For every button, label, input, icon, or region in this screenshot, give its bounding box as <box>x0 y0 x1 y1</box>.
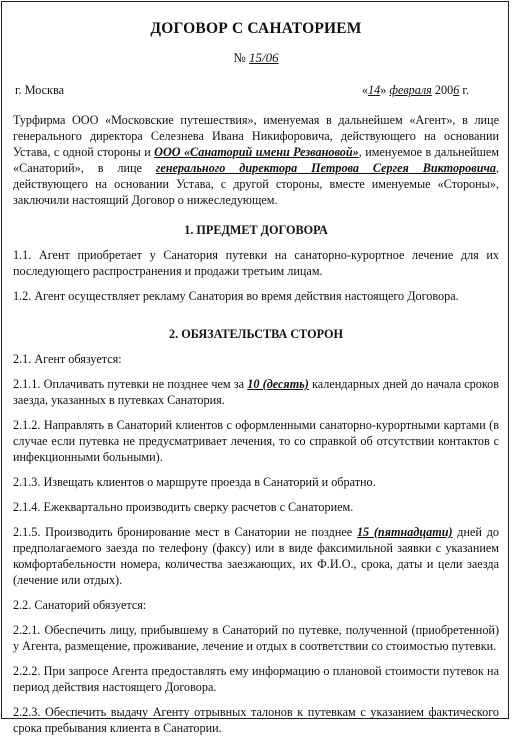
clause-2-1-2: 2.1.2. Направлять в Санаторий клиентов с оформленными санаторно-курортными картами (в случае если путевка не предусматривает лечения, то со справкой об отсутствии контактов с инфекционными больными). <box>13 418 499 464</box>
clause-2-1-5 <box>13 524 499 588</box>
clause-2-1: 2.1. Агент обязуется: <box>13 352 122 366</box>
clause-2-2-3: 2.2.3. Обеспечить выдачу Агенту отрывных талонов к путевкам с указанием фактического срока пребывания клиента в Санатории. <box>13 705 499 735</box>
contract-document <box>13 12 499 736</box>
date-tail: г. <box>462 83 469 97</box>
number-value: 15/06 <box>249 50 279 65</box>
number-sign: № <box>233 50 246 65</box>
document-title: ДОГОВОР С САНАТОРИЕМ <box>150 20 362 37</box>
date-year-suffix: 6 <box>453 83 460 97</box>
clause-2-2: 2.2. Санаторий обязуется: <box>13 598 147 612</box>
city: г. Москва <box>15 83 64 97</box>
preamble-paragraph <box>13 112 499 208</box>
preamble-text-3: , действующего на основании Устава, с другой стороны, вместе именуемые «Стороны», заключили настоящий Договор о нижеследующем. <box>13 161 500 207</box>
section-1-heading: 1. ПРЕДМЕТ ДОГОВОРА <box>184 223 328 237</box>
payment-days: 10 (десять) <box>247 377 309 391</box>
clause-2-1-1 <box>13 376 499 408</box>
clause-2-1-5-text-a: 2.1.5. Производить бронирование мест в Санатории не позднее <box>13 525 357 539</box>
sanatorium-director: генерального директора Петрова Сергея Викторовича <box>155 161 496 175</box>
clause-1-1: 1.1. Агент приобретает у Санатория путевки на санаторно-курортное лечение для их последующего распространения и продажи третьим лицам. <box>13 248 499 278</box>
clause-2-1-4: 2.1.4. Ежеквартально производить сверку расчетов с Санаторием. <box>13 500 354 514</box>
date-quote-close: » <box>380 83 387 97</box>
clause-2-1-5-text-b: дней до предполагаемого заезда по телефону (факсу) или в виде факсимильной заявки с указанием комфортабельности номера, количества заезжающих, их Ф.И.О., срока, даты и цели заезда (лечение или отдых). <box>13 525 499 587</box>
booking-days: 15 (пятнадцати) <box>356 525 453 539</box>
clause-2-2-1: 2.2.1. Обеспечить лицу, прибывшему в Санаторий по путевке, полученной (приобретенной) у Агента, размещение, проживание, лечение и отдых в соответствии со стоимостью путевки. <box>13 623 499 653</box>
date-day: 14 <box>368 83 381 97</box>
clause-2-1-1-text-a: 2.1.1. Оплачивать путевки не позднее чем за <box>13 377 248 391</box>
clause-2-2-2: 2.2.2. При запросе Агента предоставлять ему информацию о плановой стоимости путевок на период действия настоящего Договора. <box>13 664 499 694</box>
preamble-text-1: Турфирма ООО «Московские путешествия», именуемая в дальнейшем «Агент», в лице генерального директора Селезнева Ивана Никифоровича, действующего на основании Устава, с одной стороны и <box>13 113 499 159</box>
clause-2-1-1-text-b: календарных дней до начала сроков заезда, указанных в путевках Санатория. <box>13 377 499 407</box>
contract-number <box>13 50 499 66</box>
place-date-line <box>13 82 499 98</box>
date-month: февраля <box>389 83 432 97</box>
date-year-prefix: 200 <box>434 83 454 97</box>
section-2-heading: 2. ОБЯЗАТЕЛЬСТВА СТОРОН <box>169 327 343 341</box>
clause-1-2: 1.2. Агент осуществляет рекламу Санатория во время действия настоящего Договора. <box>13 289 459 303</box>
sanatorium-name: ООО «Санаторий имени Резвановой» <box>154 145 359 159</box>
date-quote-open: « <box>361 83 368 97</box>
preamble-text-2: , именуемое в дальнейшем «Санаторий», в лице <box>13 145 499 175</box>
clause-2-1-3: 2.1.3. Извещать клиентов о маршруте проезда в Санаторий и обратно. <box>13 475 376 489</box>
contract-date <box>362 82 499 98</box>
